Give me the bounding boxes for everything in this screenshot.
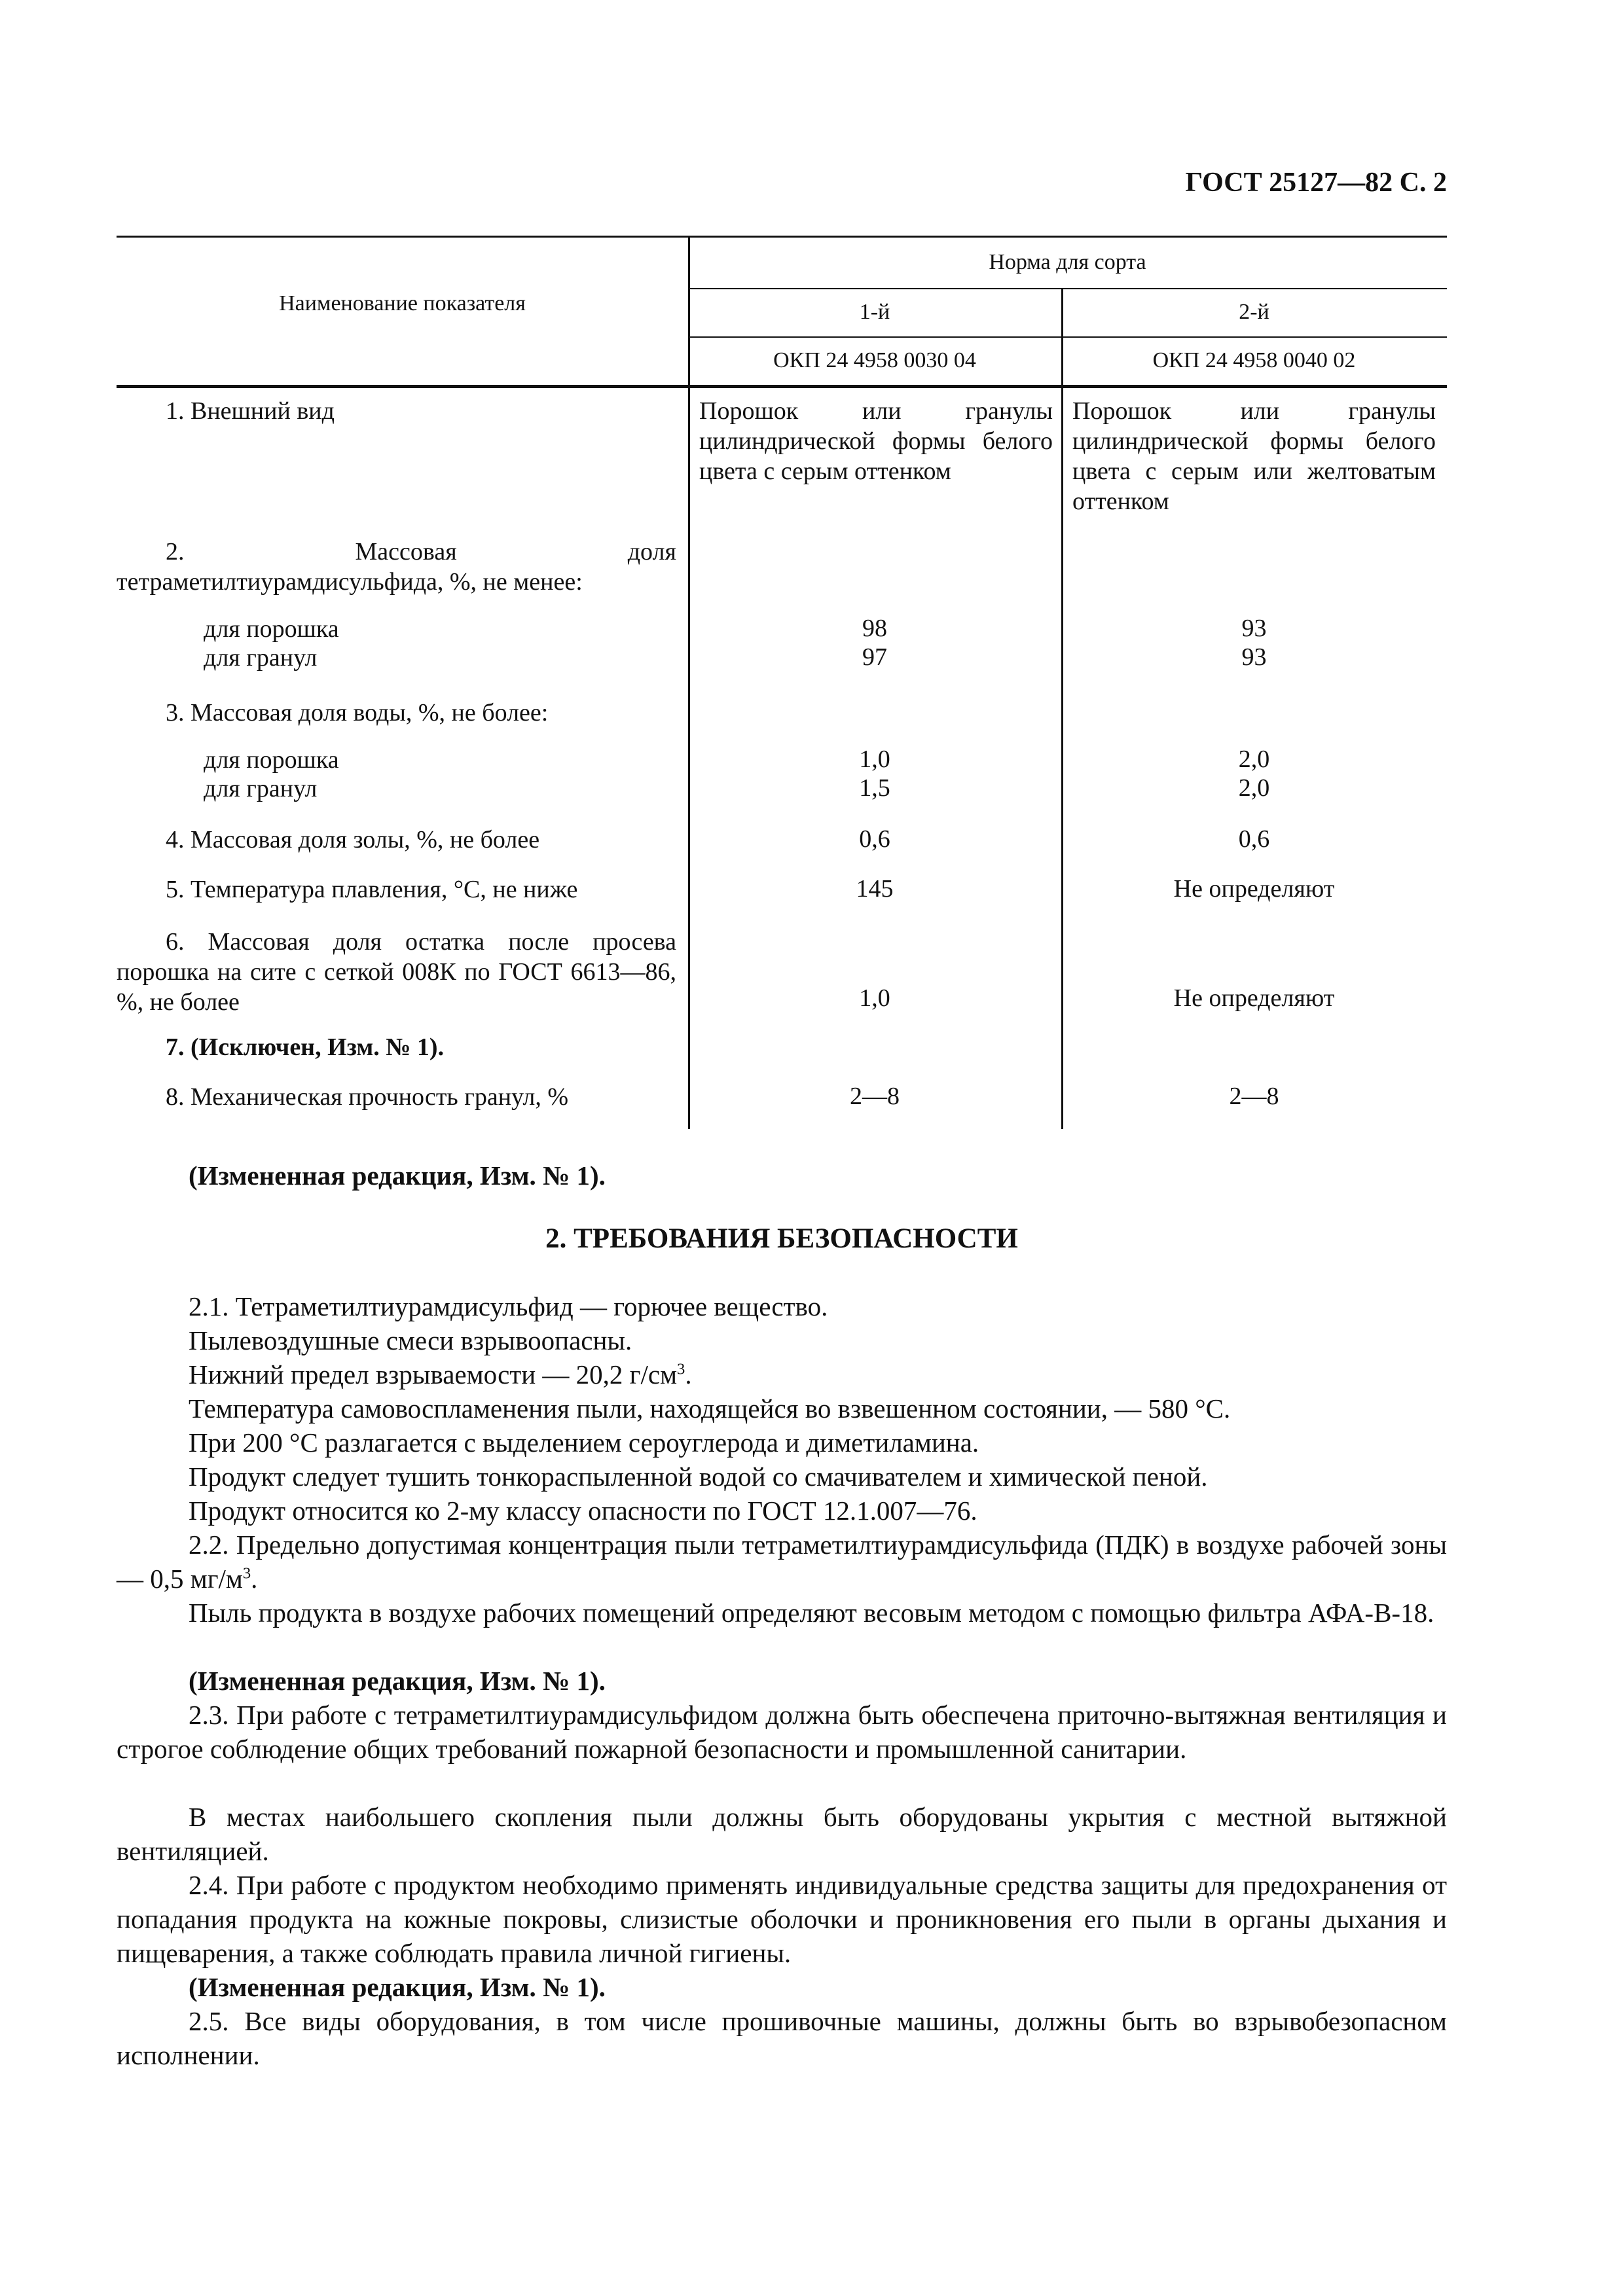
row-1-value-grade-2: Порошок или гранулы цилиндрической формы белого цвета с серым или желтоватым оттенком [1072,397,1436,515]
row-6-value-1: 1,0 [859,984,890,1012]
para-2-1-c-end: . [685,1359,692,1390]
row-6-value-2: Не определяют [1173,984,1335,1012]
para-2-1-b: Пылевоздушные смеси взрывоопасны. [189,1325,632,1355]
column-header-norm: Норма для сорта [989,250,1146,274]
row-5-name: 5. Температура плавления, °С, не ниже [166,876,578,903]
amendment-note-2-4: (Измененная редакция, Изм. № 1). [189,1972,606,2002]
para-2-3-b: В местах наибольшего скопления пыли должны быть оборудованы укрытия с местной вытяжной вентиляцией. [117,1802,1447,1866]
row-1-name: 1. Внешний вид [166,397,335,425]
table-top-rule [117,236,1447,238]
row-4-value-1: 0,6 [859,825,890,853]
row-1-value-grade-1: Порошок или гранулы цилиндрической формы белого цвета с серым оттенком [699,397,1053,485]
row-2-value-2b: 93 [1241,643,1267,671]
row-6-name: 6. Массовая доля остатка после просева порошка на сите с сеткой 008К по ГОСТ 6613—86, %, не более [117,928,676,1016]
amendment-note-2-2: (Измененная редакция, Изм. № 1). [189,1666,606,1696]
para-2-4: 2.4. При работе с продуктом необходимо применять индивидуальные средства защиты для предохранения от попадания продукта на кожные покровы, слизистые оболочки и проникновения его пыли в органы дыхания и пищеварения, а также соблюдать правила личной гигиены. [117,1870,1447,1968]
row-2-value-1b: 97 [862,643,887,671]
row-3-value-2a: 2,0 [1238,745,1270,773]
column-header-grade-2: 2-й [1239,300,1269,324]
row-4-value-2: 0,6 [1238,825,1270,853]
row-3-name: 3. Массовая доля воды, %, не более: [166,699,549,726]
para-2-2-text: 2.2. Предельно допустимая концентрация пыли тетраметилтиурамдисульфида (ПДК) в воздухе рабочей зоны — 0,5 мг/м [117,1530,1447,1594]
row-5-value-1: 145 [856,875,894,903]
row-3-sub-powder: для порошка [204,746,339,774]
para-2-1-c-sup: 3 [677,1360,685,1378]
row-2-value-2a: 93 [1241,615,1267,642]
row-4-name: 4. Массовая доля золы, %, не более [166,826,540,853]
para-2-3: 2.3. При работе с тетраметилтиурамдисульфидом должна быть обеспечена приточно-вытяжная вентиляция и строгое соблюдение общих требований пожарной безопасности и промышленной санитарии. [117,1700,1447,1764]
column-header-okp-2: ОКП 24 4958 0040 02 [1152,348,1356,372]
column-header-name: Наименование показателя [279,291,526,315]
row-3-value-1b: 1,5 [859,774,890,802]
para-2-1-c [117,1357,1447,1391]
para-2-1-f: Продукт следует тушить тонкораспыленной водой со смачивателем и химической пеной. [189,1462,1208,1492]
row-3-sub-granules: для гранул [204,775,318,802]
para-2-5: 2.5. Все виды оборудования, в том числе прошивочные машины, должны быть во взрывобезопасном исполнении. [117,2006,1447,2070]
row-2-sub-granules: для гранул [204,644,318,672]
column-header-grade-1: 1-й [859,300,890,324]
para-2-2 [117,1528,1447,1596]
row-8-value-2: 2—8 [1229,1083,1279,1110]
table-header-rule-1 [688,288,1447,289]
para-2-1-d: Температура самовоспламенения пыли, находящейся во взвешенном состоянии, — 580 °С. [189,1393,1231,1424]
para-2-1-e: При 200 °С разлагается с выделением сероуглерода и диметиламина. [189,1427,979,1458]
row-3-value-1a: 1,0 [859,745,890,773]
row-2-value-1a: 98 [862,615,887,642]
para-2-2-sup: 3 [242,1564,251,1583]
row-8-value-1: 2—8 [850,1083,900,1110]
row-3-value-2b: 2,0 [1238,774,1270,802]
row-8-name: 8. Механическая прочность гранул, % [166,1083,568,1111]
para-2-2-end: . [251,1564,258,1594]
para-2-1: 2.1. Тетраметилтиурамдисульфид — горючее вещество. [189,1291,828,1321]
para-2-1-g: Продукт относится ко 2-му классу опасности по ГОСТ 12.1.007—76. [189,1496,977,1526]
page-header: ГОСТ 25127—82 С. 2 [1185,168,1447,198]
row-2-sub-powder: для порошка [204,615,339,643]
table-header-bottom-rule [117,385,1447,388]
column-header-okp-1: ОКП 24 4958 0030 04 [773,348,976,372]
para-2-2-b: Пыль продукта в воздухе рабочих помещений определяют весовым методом с помощью фильтра АФА-В-18. [189,1598,1434,1628]
row-2-name: 2. Массовая доля тетраметилтиурамдисульфида, %, не менее: [117,538,676,596]
specification-table [117,236,1447,1129]
amendment-note-table: (Измененная редакция, Изм. № 1). [189,1160,606,1191]
row-5-value-2: Не определяют [1173,875,1335,903]
section-2-title: 2. ТРЕБОВАНИЯ БЕЗОПАСНОСТИ [545,1223,1018,1254]
row-7-name: 7. (Исключен, Изм. № 1). [166,1033,445,1061]
table-header-rule-2 [688,336,1447,338]
para-2-1-c-text: Нижний предел взрываемости — 20,2 г/см [189,1359,678,1390]
